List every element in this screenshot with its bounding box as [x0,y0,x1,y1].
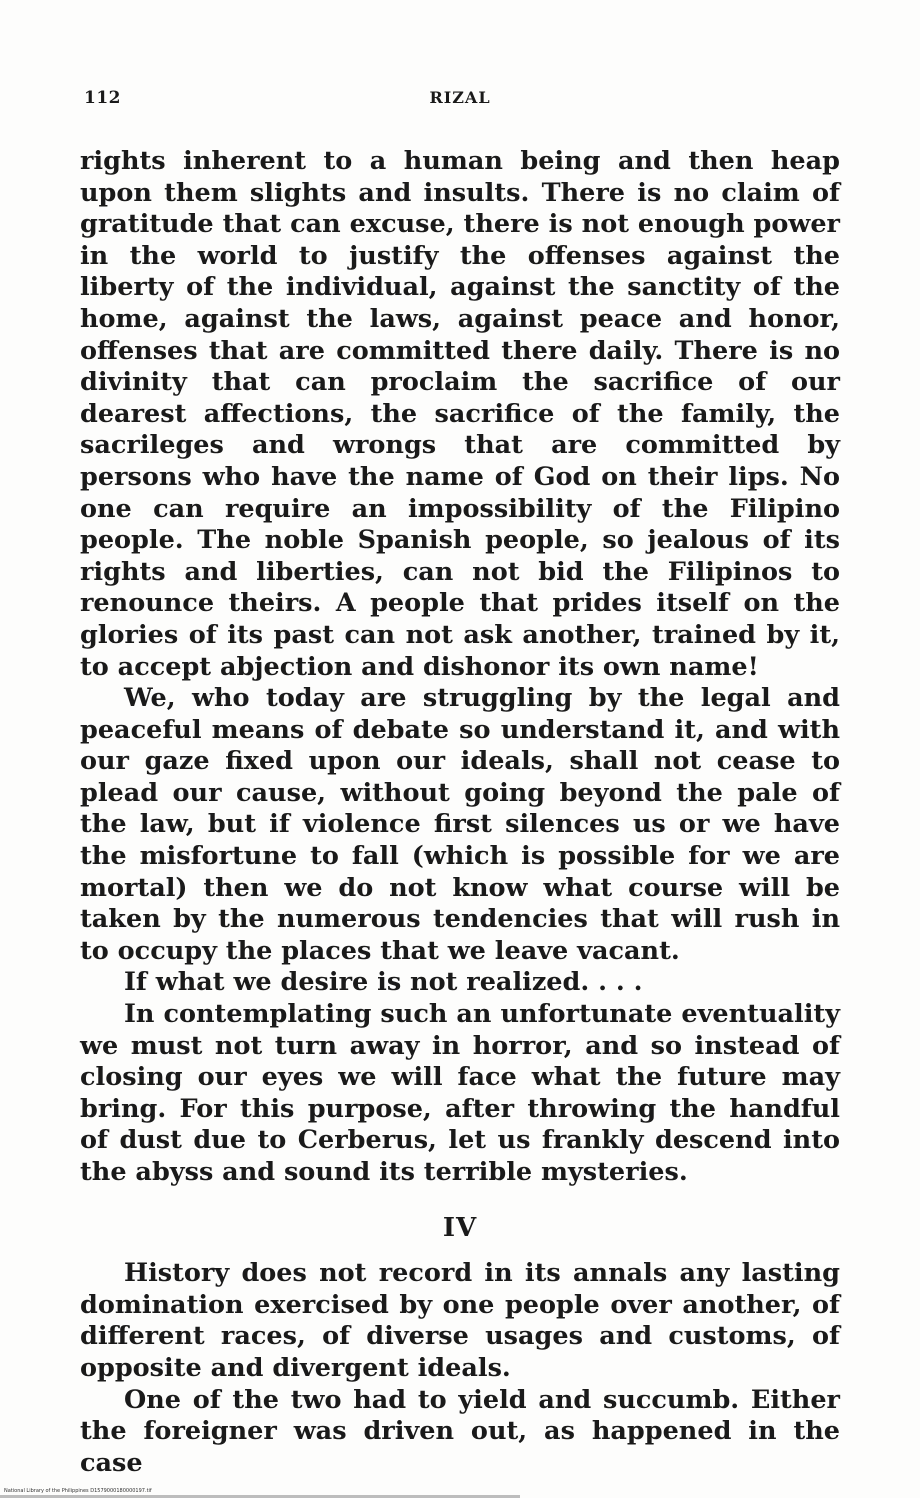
page-header [84,88,836,116]
paragraph: If what we desire is not realized. . . . [124,967,643,998]
scan-credit: National Library of the Philippines D1579000180000197.tif [4,1488,152,1494]
running-head: RIZAL [429,88,491,107]
paragraph: One of the two had to yield and succumb. Either the foreigner was driven out, as happened in the case [80,1384,840,1478]
section-heading: IV [442,1212,478,1243]
body-text [80,146,840,1479]
page-number: 112 [84,88,121,108]
paragraph: rights inherent to a human being and then heap upon them slights and insults. There is no claim of gratitude that can excuse, there is not enough power in the world to justify the offenses against the liberty of the individual, against the sanctity of the home, against the laws, against peace and honor, offenses that are committed there daily. There is no divinity that can proclaim the sacrifice of our dearest affections, the sacrifice of the family, the sacrileges and wrongs that are committed by persons who have the name of God on their lips. No one can require an impossibility of the Filipino people. The noble Spanish people, so jealous of its rights and liberties, can not bid the Filipinos to renounce theirs. A people that prides itself on the glories of its past can not ask another, trained by it, to accept abjection and dishonor its own name! [80,146,840,682]
paragraph: We, who today are struggling by the legal and peaceful means of debate so understand it, and with our gaze fixed upon our ideals, shall not cease to plead our cause, without going beyond the pale of the law, but if violence first silences us or we have the misfortune to fall (which is possible for we are mortal) then we do not know what course will be taken by the numerous tendencies that will rush in to occupy the places that we leave vacant. [80,683,840,966]
paragraph: History does not record in its annals any lasting domination exercised by one people over another, of different races, of diverse usages and customs, of opposite and divergent ideals. [80,1258,840,1383]
paragraph: In contemplating such an unfortunate eventuality we must not turn away in horror, and so instead of closing our eyes we will face what the future may bring. For this purpose, after throwing the handful of dust due to Cerberus, let us frankly descend into the abyss and sound its terrible mysteries. [80,999,840,1187]
